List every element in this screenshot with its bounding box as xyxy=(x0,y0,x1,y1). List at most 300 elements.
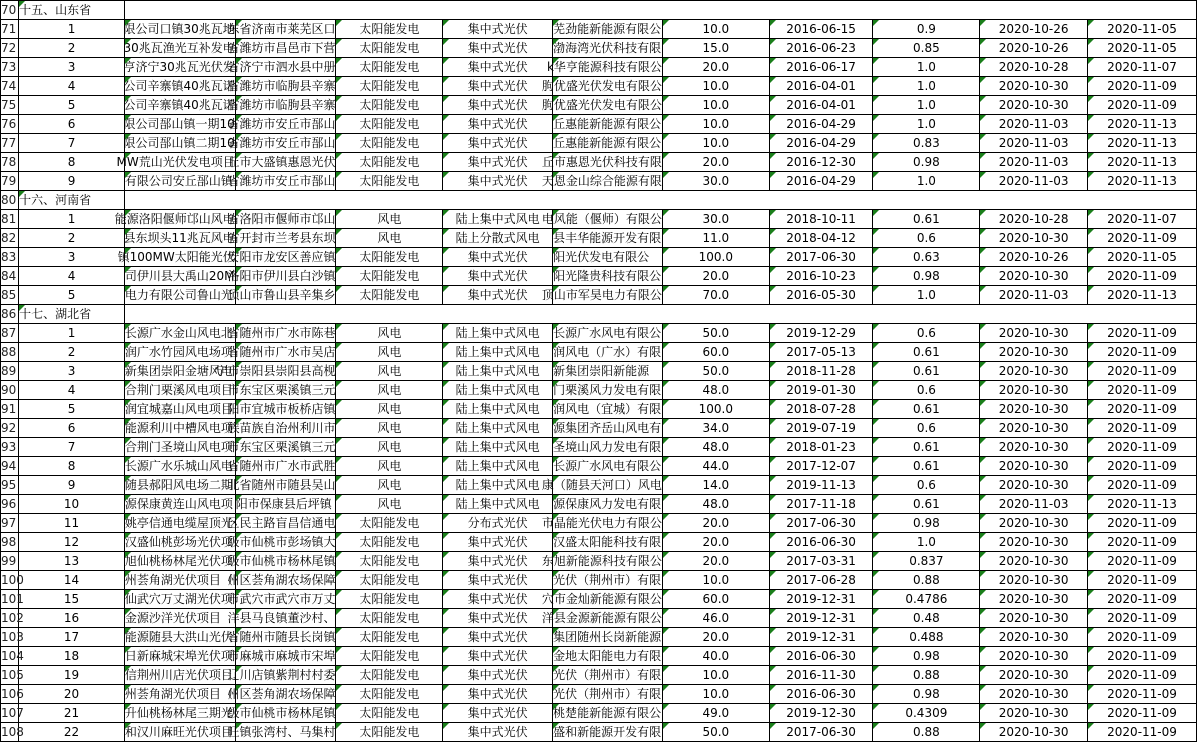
grid-cell[interactable]: 陆上集中式风电 xyxy=(443,400,553,419)
grid-cell[interactable]: 7 xyxy=(19,134,125,153)
grid-cell[interactable] xyxy=(124,647,235,666)
grid-cell[interactable]: 0.6 xyxy=(873,229,980,248)
grid-cell[interactable]: 2020-11-09 xyxy=(1088,533,1197,552)
grid-cell[interactable]: 0.98 xyxy=(873,647,980,666)
grid-cell[interactable]: 集中式光伏 xyxy=(443,115,553,134)
grid-cell[interactable]: 50.0 xyxy=(662,324,769,343)
grid-cell[interactable]: 5 xyxy=(19,400,125,419)
grid-cell[interactable]: 0.88 xyxy=(873,723,980,742)
grid-cell[interactable]: 0.6 xyxy=(873,476,980,495)
grid-cell[interactable]: 风电 xyxy=(336,476,443,495)
row-header[interactable]: 80 xyxy=(1,191,19,210)
grid-cell[interactable]: 集中式光伏 xyxy=(443,666,553,685)
grid-cell[interactable] xyxy=(541,210,663,229)
grid-cell[interactable]: 2020-11-09 xyxy=(1088,723,1197,742)
grid-cell[interactable]: 2020-10-28 xyxy=(980,210,1088,229)
grid-cell[interactable]: 集中式光伏 xyxy=(443,552,553,571)
grid-cell[interactable]: 集中式光伏 xyxy=(443,685,553,704)
row-header[interactable]: 94 xyxy=(1,457,19,476)
grid-cell[interactable] xyxy=(541,172,663,191)
section-empty-cell[interactable] xyxy=(124,1,1196,20)
grid-cell[interactable] xyxy=(227,134,336,153)
row-header[interactable]: 104 xyxy=(1,647,19,666)
grid-cell[interactable]: 2020-11-09 xyxy=(1088,457,1197,476)
grid-cell[interactable] xyxy=(541,96,663,115)
grid-cell[interactable] xyxy=(541,514,663,533)
section-heading-cell[interactable]: 十六、河南省 xyxy=(19,191,125,210)
grid-cell[interactable] xyxy=(227,628,336,647)
grid-cell[interactable]: 2020-11-09 xyxy=(1088,267,1197,286)
grid-cell[interactable]: 40.0 xyxy=(662,647,769,666)
grid-cell[interactable] xyxy=(227,552,336,571)
grid-cell[interactable]: 2018-04-12 xyxy=(769,229,873,248)
grid-cell[interactable]: 2020-11-13 xyxy=(1088,286,1197,305)
grid-cell[interactable]: 50.0 xyxy=(662,362,769,381)
row-header[interactable]: 85 xyxy=(1,286,19,305)
grid-cell[interactable] xyxy=(541,590,663,609)
grid-cell[interactable] xyxy=(227,381,336,400)
grid-cell[interactable]: 风电 xyxy=(336,210,443,229)
grid-cell[interactable] xyxy=(124,476,235,495)
grid-cell[interactable]: 10.0 xyxy=(662,685,769,704)
grid-cell[interactable]: 陆上集中式风电 xyxy=(443,457,553,476)
grid-cell[interactable] xyxy=(124,438,235,457)
grid-cell[interactable]: 0.61 xyxy=(873,343,980,362)
grid-cell[interactable]: 34.0 xyxy=(662,419,769,438)
grid-cell[interactable]: 风电 xyxy=(336,324,443,343)
grid-cell[interactable]: 14 xyxy=(19,571,125,590)
grid-cell[interactable] xyxy=(553,571,663,590)
grid-cell[interactable]: 集中式光伏 xyxy=(443,647,553,666)
grid-cell[interactable]: 20 xyxy=(19,685,125,704)
grid-cell[interactable]: 集中式光伏 xyxy=(443,172,553,191)
grid-cell[interactable]: 太阳能发电 xyxy=(336,153,443,172)
row-header[interactable]: 84 xyxy=(1,267,19,286)
grid-cell[interactable]: 集中式光伏 xyxy=(443,39,553,58)
grid-cell[interactable]: 太阳能发电 xyxy=(336,609,443,628)
grid-cell[interactable] xyxy=(227,229,336,248)
row-header[interactable]: 100 xyxy=(1,571,19,590)
grid-cell[interactable]: 2020-11-13 xyxy=(1088,134,1197,153)
row-header[interactable]: 93 xyxy=(1,438,19,457)
grid-cell[interactable] xyxy=(124,552,235,571)
grid-cell[interactable] xyxy=(227,419,336,438)
grid-cell[interactable]: 2020-11-09 xyxy=(1088,419,1197,438)
grid-cell[interactable]: 2020-11-09 xyxy=(1088,571,1197,590)
grid-cell[interactable] xyxy=(124,324,235,343)
section-heading-cell[interactable]: 十七、湖北省 xyxy=(19,305,125,324)
grid-cell[interactable] xyxy=(124,286,235,305)
grid-cell[interactable]: 集中式光伏 xyxy=(443,286,553,305)
grid-cell[interactable]: 太阳能发电 xyxy=(336,20,443,39)
grid-cell[interactable] xyxy=(124,514,235,533)
row-header[interactable]: 95 xyxy=(1,476,19,495)
grid-cell[interactable] xyxy=(235,495,336,514)
grid-cell[interactable]: 2020-11-09 xyxy=(1088,438,1197,457)
grid-cell[interactable]: 太阳能发电 xyxy=(336,685,443,704)
grid-cell[interactable] xyxy=(553,685,663,704)
grid-cell[interactable] xyxy=(117,248,235,267)
grid-cell[interactable] xyxy=(541,609,663,628)
grid-cell[interactable]: 4 xyxy=(19,267,125,286)
grid-cell[interactable]: 70.0 xyxy=(662,286,769,305)
grid-cell[interactable]: 3 xyxy=(19,362,125,381)
grid-cell[interactable]: 2017-11-18 xyxy=(769,495,873,514)
grid-cell[interactable]: 2020-10-30 xyxy=(980,533,1088,552)
grid-cell[interactable]: 2020-11-03 xyxy=(980,495,1088,514)
row-header[interactable]: 86 xyxy=(1,305,19,324)
grid-cell[interactable]: 49.0 xyxy=(662,704,769,723)
grid-cell[interactable]: 2020-10-30 xyxy=(980,666,1088,685)
grid-cell[interactable] xyxy=(227,590,336,609)
grid-cell[interactable]: 集中式光伏 xyxy=(443,58,553,77)
row-header[interactable]: 102 xyxy=(1,609,19,628)
grid-cell[interactable]: 1.0 xyxy=(873,115,980,134)
grid-cell[interactable]: 3 xyxy=(19,58,125,77)
grid-cell[interactable]: 9 xyxy=(19,172,125,191)
grid-cell[interactable]: 2020-11-09 xyxy=(1088,324,1197,343)
grid-cell[interactable]: 2020-10-30 xyxy=(980,647,1088,666)
grid-cell[interactable]: 1 xyxy=(19,20,125,39)
grid-cell[interactable]: 2017-06-28 xyxy=(769,571,873,590)
grid-cell[interactable]: 2020-10-30 xyxy=(980,324,1088,343)
grid-cell[interactable] xyxy=(124,400,235,419)
grid-cell[interactable]: 集中式光伏 xyxy=(443,590,553,609)
section-heading-cell[interactable]: 十五、山东省 xyxy=(19,1,125,20)
grid-cell[interactable]: 2016-04-01 xyxy=(769,96,873,115)
grid-cell[interactable]: 2016-06-30 xyxy=(769,647,873,666)
grid-cell[interactable] xyxy=(553,400,663,419)
grid-cell[interactable] xyxy=(124,609,235,628)
grid-cell[interactable]: 50.0 xyxy=(662,723,769,742)
grid-cell[interactable]: 集中式光伏 xyxy=(443,96,553,115)
grid-cell[interactable] xyxy=(541,286,663,305)
grid-cell[interactable]: 60.0 xyxy=(662,343,769,362)
grid-cell[interactable]: 11.0 xyxy=(662,229,769,248)
grid-cell[interactable] xyxy=(124,628,235,647)
grid-cell[interactable]: 0.4309 xyxy=(873,704,980,723)
grid-cell[interactable] xyxy=(227,400,336,419)
grid-cell[interactable]: 集中式光伏 xyxy=(443,77,553,96)
grid-cell[interactable]: 2020-11-09 xyxy=(1088,704,1197,723)
grid-cell[interactable]: 0.63 xyxy=(873,248,980,267)
grid-cell[interactable]: 18 xyxy=(19,647,125,666)
grid-cell[interactable]: 48.0 xyxy=(662,381,769,400)
grid-cell[interactable]: 2016-06-23 xyxy=(769,39,873,58)
row-header[interactable]: 98 xyxy=(1,533,19,552)
grid-cell[interactable]: 2020-10-26 xyxy=(980,39,1088,58)
grid-cell[interactable]: 10.0 xyxy=(662,20,769,39)
grid-cell[interactable]: 0.48 xyxy=(873,609,980,628)
grid-cell[interactable]: 0.9 xyxy=(873,20,980,39)
grid-cell[interactable]: 太阳能发电 xyxy=(336,552,443,571)
grid-cell[interactable] xyxy=(553,438,663,457)
grid-cell[interactable]: 集中式光伏 xyxy=(443,704,553,723)
grid-cell[interactable] xyxy=(227,153,336,172)
grid-cell[interactable]: 0.6 xyxy=(873,324,980,343)
grid-cell[interactable]: 2020-11-09 xyxy=(1088,685,1197,704)
grid-cell[interactable]: 7 xyxy=(19,438,125,457)
grid-cell[interactable]: 0.98 xyxy=(873,267,980,286)
grid-cell[interactable]: 0.98 xyxy=(873,153,980,172)
grid-cell[interactable]: 2017-03-31 xyxy=(769,552,873,571)
grid-cell[interactable]: 风电 xyxy=(336,400,443,419)
grid-cell[interactable]: 22 xyxy=(19,723,125,742)
grid-cell[interactable]: 1.0 xyxy=(873,58,980,77)
grid-cell[interactable]: 2016-05-30 xyxy=(769,286,873,305)
grid-cell[interactable]: 2017-06-30 xyxy=(769,723,873,742)
grid-cell[interactable] xyxy=(227,457,336,476)
grid-cell[interactable]: 2020-11-05 xyxy=(1088,39,1197,58)
grid-cell[interactable]: 风电 xyxy=(336,343,443,362)
grid-cell[interactable]: 集中式光伏 xyxy=(443,628,553,647)
grid-cell[interactable]: 2 xyxy=(19,343,125,362)
grid-cell[interactable]: 陆上集中式风电 xyxy=(443,438,553,457)
grid-cell[interactable]: 0.488 xyxy=(873,628,980,647)
grid-cell[interactable]: 2020-10-30 xyxy=(980,457,1088,476)
grid-cell[interactable]: 陆上集中式风电 xyxy=(443,343,553,362)
grid-cell[interactable]: 10.0 xyxy=(662,96,769,115)
grid-cell[interactable]: 20.0 xyxy=(662,514,769,533)
grid-cell[interactable]: 6 xyxy=(19,115,125,134)
grid-cell[interactable]: 15.0 xyxy=(662,39,769,58)
grid-cell[interactable]: 2017-12-07 xyxy=(769,457,873,476)
grid-cell[interactable]: 16 xyxy=(19,609,125,628)
grid-cell[interactable]: 风电 xyxy=(336,457,443,476)
grid-cell[interactable]: 0.61 xyxy=(873,400,980,419)
grid-cell[interactable]: 集中式光伏 xyxy=(443,723,553,742)
grid-cell[interactable]: 风电 xyxy=(336,362,443,381)
grid-cell[interactable]: 2020-11-09 xyxy=(1088,229,1197,248)
grid-cell[interactable] xyxy=(124,571,235,590)
grid-cell[interactable]: 30.0 xyxy=(662,172,769,191)
grid-cell[interactable] xyxy=(124,229,235,248)
grid-cell[interactable]: 集中式光伏 xyxy=(443,20,553,39)
grid-cell[interactable]: 2020-11-05 xyxy=(1088,20,1197,39)
grid-cell[interactable]: 1.0 xyxy=(873,77,980,96)
grid-cell[interactable] xyxy=(227,609,336,628)
grid-cell[interactable] xyxy=(553,381,663,400)
grid-cell[interactable]: 太阳能发电 xyxy=(336,704,443,723)
row-header[interactable]: 96 xyxy=(1,495,19,514)
grid-cell[interactable]: 10.0 xyxy=(662,115,769,134)
grid-cell[interactable]: 2020-11-09 xyxy=(1088,628,1197,647)
grid-cell[interactable] xyxy=(124,495,235,514)
grid-cell[interactable]: 2016-06-17 xyxy=(769,58,873,77)
row-header[interactable]: 105 xyxy=(1,666,19,685)
grid-cell[interactable]: 2020-11-03 xyxy=(980,115,1088,134)
grid-cell[interactable]: 太阳能发电 xyxy=(336,172,443,191)
grid-cell[interactable] xyxy=(124,343,235,362)
row-header[interactable]: 101 xyxy=(1,590,19,609)
grid-cell[interactable]: 太阳能发电 xyxy=(336,134,443,153)
grid-cell[interactable]: 2019-12-31 xyxy=(769,590,873,609)
grid-cell[interactable]: 风电 xyxy=(336,495,443,514)
grid-cell[interactable]: 2020-11-09 xyxy=(1088,400,1197,419)
grid-cell[interactable] xyxy=(553,723,663,742)
grid-cell[interactable]: 2019-11-13 xyxy=(769,476,873,495)
grid-cell[interactable]: 陆上集中式风电 xyxy=(443,324,553,343)
grid-cell[interactable]: 太阳能发电 xyxy=(336,647,443,666)
grid-cell[interactable]: 0.85 xyxy=(873,39,980,58)
grid-cell[interactable]: 太阳能发电 xyxy=(336,723,443,742)
grid-cell[interactable]: 0.83 xyxy=(873,134,980,153)
grid-cell[interactable]: 2017-06-30 xyxy=(769,514,873,533)
grid-cell[interactable]: 2020-10-30 xyxy=(980,704,1088,723)
grid-cell[interactable]: 2020-11-03 xyxy=(980,286,1088,305)
grid-cell[interactable]: 太阳能发电 xyxy=(336,248,443,267)
grid-cell[interactable] xyxy=(553,628,663,647)
grid-cell[interactable]: 太阳能发电 xyxy=(336,77,443,96)
grid-cell[interactable]: 太阳能发电 xyxy=(336,590,443,609)
grid-cell[interactable]: 太阳能发电 xyxy=(336,514,443,533)
grid-cell[interactable]: 10.0 xyxy=(662,77,769,96)
grid-cell[interactable] xyxy=(541,77,663,96)
grid-cell[interactable]: 陆上集中式风电 xyxy=(443,362,553,381)
grid-cell[interactable]: 30.0 xyxy=(662,210,769,229)
grid-cell[interactable] xyxy=(553,267,663,286)
grid-cell[interactable] xyxy=(124,457,235,476)
grid-cell[interactable]: 0.6 xyxy=(873,419,980,438)
grid-cell[interactable] xyxy=(124,20,235,39)
grid-cell[interactable] xyxy=(227,476,336,495)
grid-cell[interactable]: 9 xyxy=(19,476,125,495)
grid-cell[interactable]: 集中式光伏 xyxy=(443,533,553,552)
grid-cell[interactable] xyxy=(227,533,336,552)
grid-cell[interactable]: 0.837 xyxy=(873,552,980,571)
grid-cell[interactable]: 2019-07-19 xyxy=(769,419,873,438)
grid-cell[interactable]: 陆上分散式风电 xyxy=(443,229,553,248)
grid-cell[interactable] xyxy=(553,115,663,134)
grid-cell[interactable]: 太阳能发电 xyxy=(336,39,443,58)
row-header[interactable]: 71 xyxy=(1,20,19,39)
grid-cell[interactable]: 2020-11-07 xyxy=(1088,210,1197,229)
grid-cell[interactable]: 10.0 xyxy=(662,134,769,153)
grid-cell[interactable]: 20.0 xyxy=(662,267,769,286)
grid-cell[interactable]: 0.61 xyxy=(873,438,980,457)
grid-cell[interactable]: 5 xyxy=(19,286,125,305)
grid-cell[interactable]: 20.0 xyxy=(662,628,769,647)
grid-cell[interactable]: 太阳能发电 xyxy=(336,286,443,305)
grid-cell[interactable] xyxy=(124,77,235,96)
grid-cell[interactable]: 0.88 xyxy=(873,571,980,590)
grid-cell[interactable]: 1 xyxy=(19,210,125,229)
grid-cell[interactable]: 2016-11-30 xyxy=(769,666,873,685)
grid-cell[interactable] xyxy=(553,495,663,514)
grid-cell[interactable] xyxy=(124,134,235,153)
grid-cell[interactable]: 太阳能发电 xyxy=(336,666,443,685)
grid-cell[interactable]: 5 xyxy=(19,96,125,115)
grid-cell[interactable]: 0.88 xyxy=(873,666,980,685)
grid-cell[interactable]: 6 xyxy=(19,419,125,438)
grid-cell[interactable]: 2019-12-31 xyxy=(769,628,873,647)
row-header[interactable]: 77 xyxy=(1,134,19,153)
grid-cell[interactable]: 4 xyxy=(19,381,125,400)
row-header[interactable]: 82 xyxy=(1,229,19,248)
grid-cell[interactable]: 1.0 xyxy=(873,96,980,115)
grid-cell[interactable]: 2016-06-30 xyxy=(769,533,873,552)
grid-cell[interactable]: 46.0 xyxy=(662,609,769,628)
grid-cell[interactable]: 2016-04-29 xyxy=(769,172,873,191)
grid-cell[interactable]: 2020-11-07 xyxy=(1088,58,1197,77)
grid-cell[interactable] xyxy=(553,419,663,438)
grid-cell[interactable] xyxy=(546,58,663,77)
grid-cell[interactable] xyxy=(553,229,663,248)
grid-cell[interactable]: 2019-12-30 xyxy=(769,704,873,723)
grid-cell[interactable]: 3 xyxy=(19,248,125,267)
grid-cell[interactable]: 分布式光伏 xyxy=(443,514,553,533)
grid-cell[interactable]: 2016-04-01 xyxy=(769,77,873,96)
grid-cell[interactable]: 20.0 xyxy=(662,153,769,172)
grid-cell[interactable]: 2019-12-29 xyxy=(769,324,873,343)
grid-cell[interactable]: 2020-11-09 xyxy=(1088,666,1197,685)
grid-cell[interactable]: 2018-11-28 xyxy=(769,362,873,381)
grid-cell[interactable]: 60.0 xyxy=(662,590,769,609)
grid-cell[interactable]: 2020-11-09 xyxy=(1088,590,1197,609)
grid-cell[interactable]: 20.0 xyxy=(662,552,769,571)
grid-cell[interactable]: 2016-04-29 xyxy=(769,115,873,134)
grid-cell[interactable]: 2 xyxy=(19,229,125,248)
grid-cell[interactable]: 2020-11-09 xyxy=(1088,77,1197,96)
grid-cell[interactable]: 集中式光伏 xyxy=(443,134,553,153)
grid-cell[interactable]: 2020-11-09 xyxy=(1088,552,1197,571)
grid-cell[interactable]: 10.0 xyxy=(662,571,769,590)
row-header[interactable]: 79 xyxy=(1,172,19,191)
row-header[interactable]: 81 xyxy=(1,210,19,229)
grid-cell[interactable] xyxy=(124,58,235,77)
grid-cell[interactable]: 风电 xyxy=(336,381,443,400)
grid-cell[interactable]: 2020-10-30 xyxy=(980,476,1088,495)
grid-cell[interactable] xyxy=(553,248,663,267)
row-header[interactable]: 88 xyxy=(1,343,19,362)
grid-cell[interactable]: 陆上集中式风电 xyxy=(443,476,553,495)
grid-cell[interactable] xyxy=(553,362,663,381)
grid-cell[interactable]: 2020-10-30 xyxy=(980,343,1088,362)
grid-cell[interactable]: 集中式光伏 xyxy=(443,571,553,590)
grid-cell[interactable]: 15 xyxy=(19,590,125,609)
grid-cell[interactable]: 17 xyxy=(19,628,125,647)
row-header[interactable]: 70 xyxy=(1,1,19,20)
grid-cell[interactable] xyxy=(124,39,235,58)
grid-cell[interactable] xyxy=(124,267,235,286)
grid-cell[interactable] xyxy=(227,704,336,723)
grid-cell[interactable] xyxy=(124,704,235,723)
row-header[interactable]: 89 xyxy=(1,362,19,381)
grid-cell[interactable]: 2020-10-30 xyxy=(980,362,1088,381)
grid-cell[interactable]: 21 xyxy=(19,704,125,723)
grid-cell[interactable]: 风电 xyxy=(336,229,443,248)
grid-cell[interactable]: 2020-10-30 xyxy=(980,571,1088,590)
grid-cell[interactable] xyxy=(227,685,336,704)
grid-cell[interactable] xyxy=(541,552,663,571)
grid-cell[interactable] xyxy=(227,248,336,267)
row-header[interactable]: 106 xyxy=(1,685,19,704)
grid-cell[interactable] xyxy=(553,666,663,685)
grid-cell[interactable] xyxy=(553,704,663,723)
grid-cell[interactable] xyxy=(227,172,336,191)
row-header[interactable]: 92 xyxy=(1,419,19,438)
grid-cell[interactable]: 2020-10-30 xyxy=(980,514,1088,533)
row-header[interactable]: 76 xyxy=(1,115,19,134)
grid-cell[interactable]: 2020-10-30 xyxy=(980,628,1088,647)
grid-cell[interactable]: 2018-10-11 xyxy=(769,210,873,229)
grid-cell[interactable] xyxy=(227,324,336,343)
grid-cell[interactable]: 2019-12-31 xyxy=(769,609,873,628)
grid-cell[interactable] xyxy=(124,590,235,609)
grid-cell[interactable]: 2020-11-03 xyxy=(980,134,1088,153)
row-header[interactable]: 90 xyxy=(1,381,19,400)
grid-cell[interactable] xyxy=(124,419,235,438)
